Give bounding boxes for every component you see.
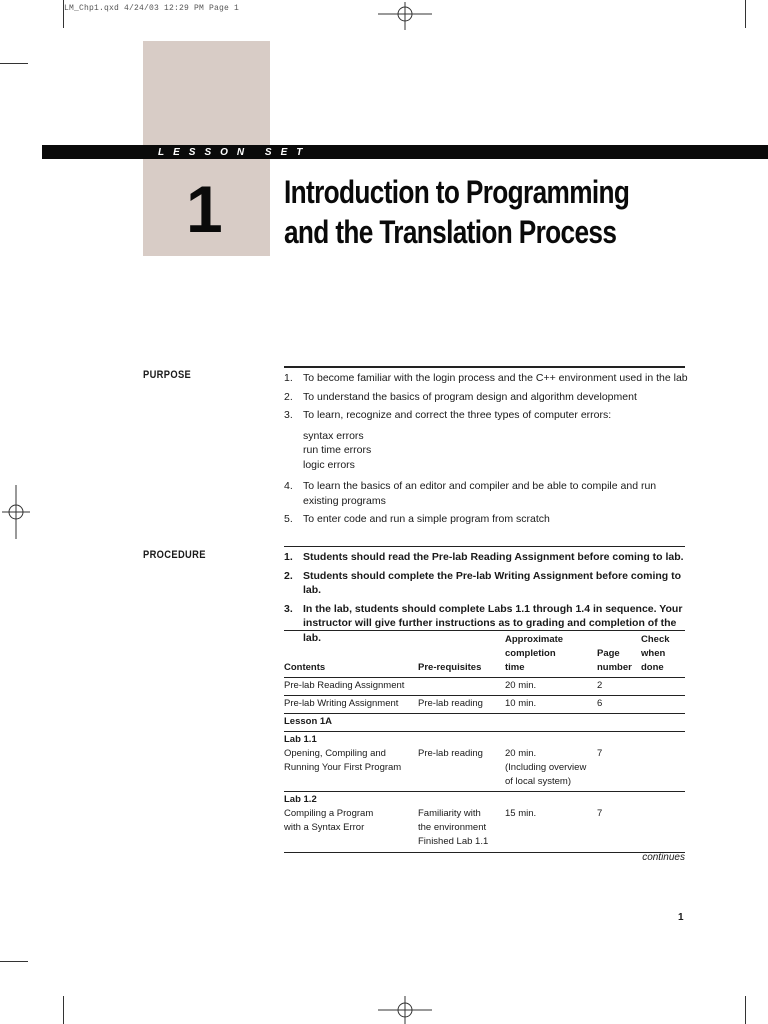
error-type: run time errors	[303, 444, 372, 456]
check-cell	[641, 793, 685, 849]
procedure-item: 2. Students should complete the Pre-lab Writing Assignment before coming to lab.	[284, 569, 682, 596]
procedure-label: PROCEDURE	[143, 549, 206, 561]
lab-schedule-table	[284, 630, 685, 853]
purpose-item: 3. To learn, recognize and correct the three types of computer errors:	[284, 409, 612, 421]
check-cell	[641, 697, 685, 711]
lesson-set-bar	[42, 145, 768, 159]
purpose-rule	[284, 366, 685, 368]
check-cell	[641, 679, 685, 693]
purpose-label: PURPOSE	[143, 369, 192, 381]
check-cell	[641, 733, 685, 789]
purpose-list	[284, 371, 689, 531]
page-title	[284, 172, 629, 252]
registration-mark-bottom	[378, 996, 432, 1024]
table-row: Pre-lab Writing Assignment Pre-lab reading 10 min. 6	[284, 696, 685, 714]
table-row: Lab 1.1 Opening, Compiling and Running Your First Program Pre-lab reading 20 min. (Including overview of local system) 7	[284, 732, 685, 792]
header-check: Check when done	[641, 634, 670, 673]
header-prereq: Pre-requisites	[418, 662, 482, 673]
procedure-item: 1. Students should read the Pre-lab Reading Assignment before coming to lab.	[284, 551, 684, 563]
lesson-set-label: LESSON SET	[158, 147, 312, 158]
registration-mark-left	[2, 485, 30, 539]
header-page: Page number	[597, 648, 632, 673]
header-time: Approximate completion time	[505, 634, 564, 673]
print-slug: LM_Chp1.qxd 4/24/03 12:29 PM Page 1	[64, 4, 240, 13]
purpose-item: 1. To become familiar with the login process and the C++ environment used in the lab	[284, 372, 688, 384]
page-number: 1	[678, 912, 684, 923]
continues-note: continues	[642, 852, 685, 863]
purpose-item: 4. To learn the basics of an editor and compiler and be able to compile and run existing programs	[284, 480, 657, 507]
registration-mark-top	[378, 2, 432, 30]
lesson-number: 1	[186, 172, 221, 246]
table-row: Lab 1.2 Compiling a Program with a Syntax Error Familiarity with the environment Finished Lab 1.1 15 min. 7	[284, 792, 685, 853]
procedure-item: 3. In the lab, students should complete Labs 1.1 through 1.4 in sequence. Your instructor will give further instructions as to grading and completion of the lab.	[284, 602, 683, 644]
purpose-item: 2. To understand the basics of program design and algorithm development	[284, 390, 637, 403]
error-type: syntax errors	[303, 429, 364, 442]
error-type: logic errors	[303, 458, 355, 471]
table-row: Pre-lab Reading Assignment 20 min. 2	[284, 678, 685, 696]
table-header	[284, 631, 685, 678]
header-contents: Contents	[284, 662, 326, 673]
title-line-1: Introduction to Programming	[284, 174, 630, 210]
table-section-row: Lesson 1A	[284, 714, 685, 732]
error-types-list	[303, 429, 689, 473]
procedure-rule	[284, 546, 685, 547]
title-line-2: and the Translation Process	[284, 214, 617, 250]
purpose-item: 5. To enter code and run a simple program from scratch	[284, 513, 550, 525]
